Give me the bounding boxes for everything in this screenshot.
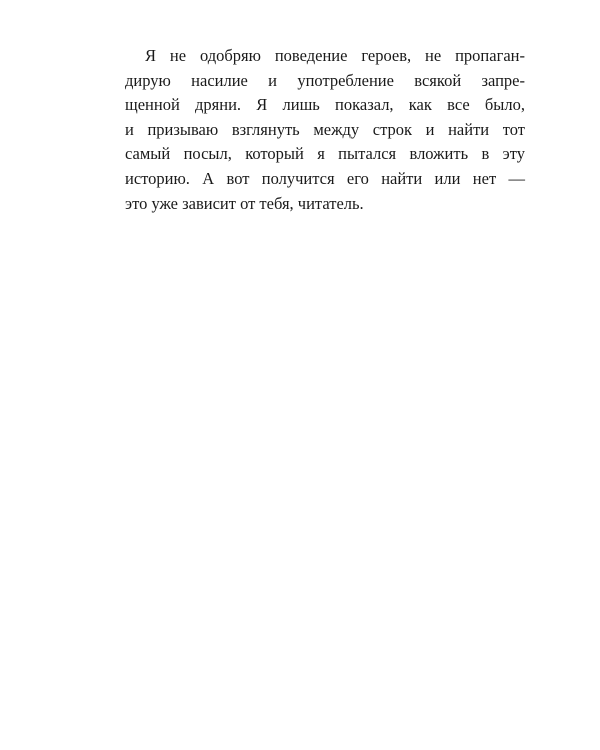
paragraph-line-4: и призываю взглянуть между строк и найти тот (125, 119, 525, 139)
body-paragraph (125, 44, 525, 216)
paragraph-line-2: дирую насилие и употребление всякой запре- (125, 70, 525, 90)
paragraph-line-1: Я не одобряю поведение героев, не пропаган- (145, 46, 525, 65)
paragraph-line-6: историю. А вот получится его найти или нет — (125, 168, 525, 188)
paragraph-line-7: это уже зависит от тебя, читатель. (125, 193, 364, 213)
paragraph-line-5: самый посыл, который я пытался вложить в эту (125, 144, 525, 164)
paragraph-line-3: щенной дряни. Я лишь показал, как все было, (125, 95, 525, 115)
